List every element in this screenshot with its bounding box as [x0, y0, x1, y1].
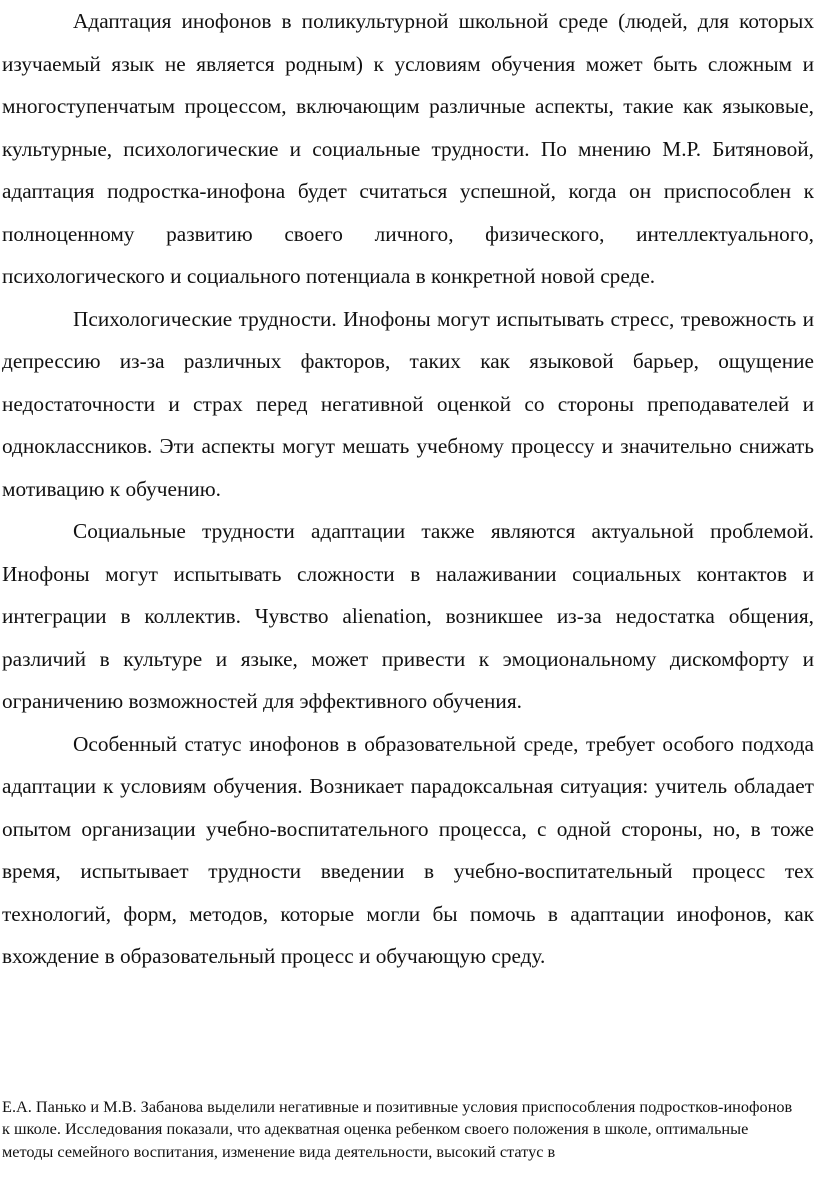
paragraph-adaptation-intro: Адаптация инофонов в поликультурной школьной среде (людей, для которых изучаемый язык не является родным) к условиям обучения может быть сложным и многоступенчатым процессом, включающим различные аспекты, такие как языковые, культурные, психологические и социальные трудности. По мнению М.Р. Битяновой, адаптация подростка-инофона будет считаться успешной, когда он приспособлен к полноценному развитию своего личного, физического, интеллектуального, психологического и социального потенциала в конкретной новой среде.	[2, 9, 814, 288]
paragraph-social-difficulties: Социальные трудности адаптации также являются актуальной проблемой. Инофоны могут испытывать сложности в налаживании социальных контактов и интеграции в коллектив. Чувство alienation, возникшее из-за недостатка общения, различий в культуре и языке, может привести к эмоциональному дискомфорту и ограничению возможностей для эффективного обучения.	[2, 519, 814, 713]
paragraph-special-status: Особенный статус инофонов в образовательной среде, требует особого подхода адаптации к условиям обучения. Возникает парадоксальная ситуация: учитель обладает опытом организации учебно-воспитательного процесса, с одной стороны, но, в тоже время, испытывает трудности введении в учебно-воспитательный процесс тех технологий, форм, методов, которые могли бы помочь в адаптации инофонов, как вхождение в образовательный процесс и обучающую среду.	[2, 731, 814, 968]
paragraph-psychological-difficulties: Психологические трудности. Инофоны могут испытывать стресс, тревожность и депрессию из-за различных факторов, таких как языковой барьер, ощущение недостаточности и страх перед негативной оценкой со стороны преподавателей и одноклассников. Эти аспекты могут мешать учебному процессу и значительно снижать мотивацию к обучению.	[2, 306, 814, 501]
footnote-text: Е.А. Панько и М.В. Забанова выделили негативные и позитивные условия приспособления подростков-инофонов к школе. Исследования показали, что адекватная оценка ребенком своего положения в школе, оптимальные методы семейного воспитания, изменение вида деятельности, высокий статус в	[2, 1097, 793, 1161]
